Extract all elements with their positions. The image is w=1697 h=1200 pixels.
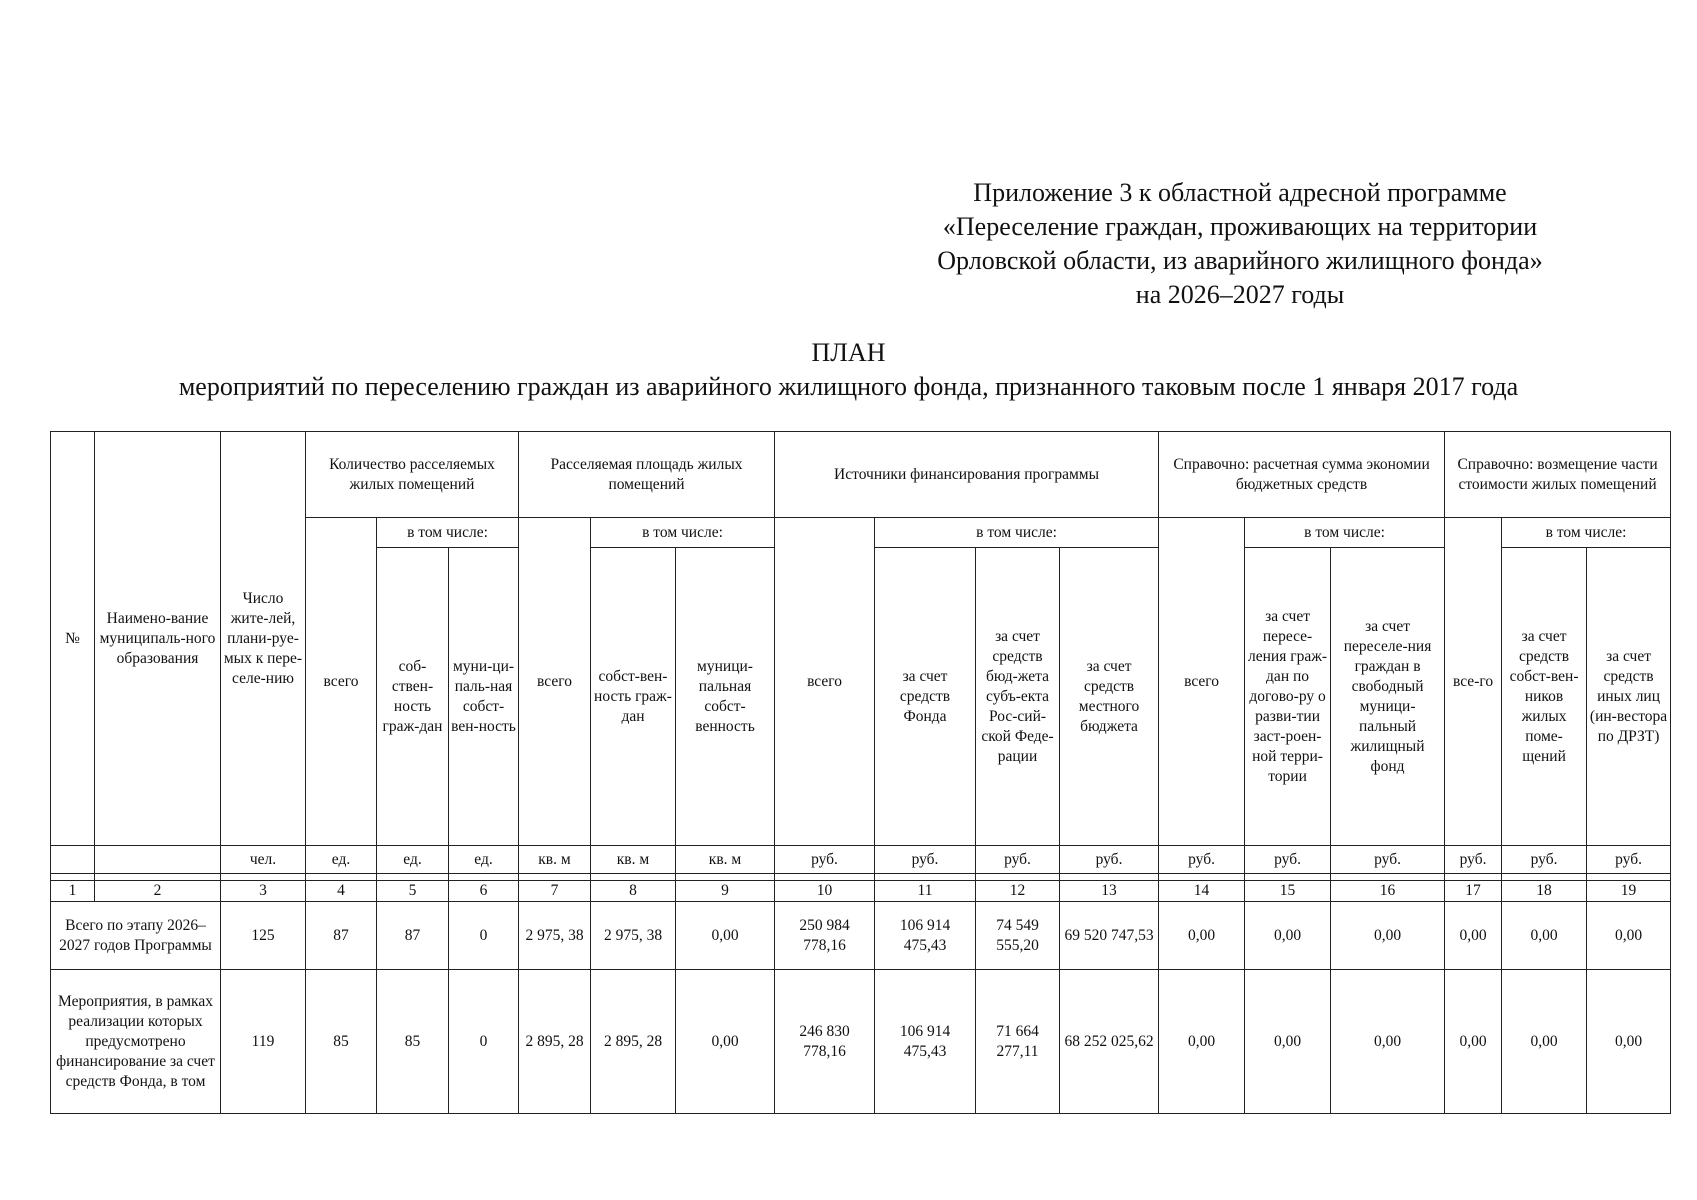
table-cell: 106 914 475,43 [875,902,976,970]
header-municipality: Наимено-вание муниципаль-ного образования [95,432,221,846]
header-rooms-citizens: соб-ствен-ность граж-дан [377,548,449,846]
column-number: 16 [1331,881,1445,902]
header-area-total: всего [519,518,591,846]
table-row [51,902,1671,970]
appendix-block [880,176,1600,312]
table-cell: 0,00 [1331,970,1445,1114]
appendix-line-4: на 2026–2027 годы [1135,280,1345,309]
unit-cell: руб. [1331,846,1445,874]
plan-title: ПЛАН [811,338,886,367]
table-cell: 106 914 475,43 [875,970,976,1114]
header-investor-funds: за счет средств иных лиц (ин-вестора по ДРЗТ) [1587,548,1671,846]
table-cell: 0 [449,902,519,970]
table-cell: 0,00 [1159,902,1245,970]
header-area-municipal: муници-пальная собст-венность [676,548,775,846]
column-number: 1 [51,881,95,902]
table-cell: 0,00 [1502,902,1587,970]
table-cell: 87 [306,902,377,970]
table-cell: 0,00 [1245,970,1331,1114]
column-number: 6 [449,881,519,902]
table-cell: 87 [377,902,449,970]
table-cell: 2 975, 38 [591,902,676,970]
header-rooms-municipal: муни-ци-паль-ная собст-вен-ность [449,548,519,846]
table-cell: 68 252 025,62 [1060,970,1159,1114]
column-number: 11 [875,881,976,902]
table-cell: 119 [221,970,306,1114]
unit-cell: руб. [775,846,875,874]
header-free-municipal-fund: за счет переселе-ния граждан в свободный муници-пальный жилищный фонд [1331,548,1445,846]
column-number: 2 [95,881,221,902]
unit-cell: кв. м [519,846,591,874]
column-number: 8 [591,881,676,902]
column-number: 7 [519,881,591,902]
unit-cell: ед. [449,846,519,874]
unit-cell: руб. [1587,846,1671,874]
table-cell: 0,00 [1245,902,1331,970]
unit-cell: кв. м [676,846,775,874]
table-cell: 74 549 555,20 [976,902,1060,970]
unit-cell [95,846,221,874]
table-cell: 0,00 [1587,970,1671,1114]
table-cell: 0,00 [676,902,775,970]
column-number: 4 [306,881,377,902]
table-cell: 2 895, 28 [591,970,676,1114]
incl-label-economy: в том числе: [1245,518,1445,548]
table-cell: 69 520 747,53 [1060,902,1159,970]
column-number: 9 [676,881,775,902]
header-development-agreement: за счет пересе-ления граж-дан по догово-ру о разви-тии заст-роен-ной терри-тории [1245,548,1331,846]
column-number: 19 [1587,881,1671,902]
header-area-citizens: собст-вен-ность граж-дан [591,548,676,846]
table-cell: 71 664 277,11 [976,970,1060,1114]
table-cell: 0 [449,970,519,1114]
table-cell: 2 975, 38 [519,902,591,970]
unit-cell: ед. [306,846,377,874]
table-cell: 0,00 [1445,902,1502,970]
group-area: Расселяемая площадь жилых помещений [519,432,775,518]
table-cell: 125 [221,902,306,970]
header-owners-funds: за счет средств собст-вен-ников жилых поме-щений [1502,548,1587,846]
header-regional-budget: за счет средств бюд-жета субъ-екта Рос-сий-ской Феде-рации [976,548,1060,846]
unit-cell: руб. [1245,846,1331,874]
plan-subtitle: мероприятий по переселению граждан из аварийного жилищного фонда, признанного таковым после 1 января 2017 года [178,372,1519,401]
header-fund: за счет средств Фонда [875,548,976,846]
table-cell: 0,00 [1502,970,1587,1114]
incl-label-rooms: в том числе: [377,518,519,548]
incl-label-area: в том числе: [591,518,775,548]
column-number: 17 [1445,881,1502,902]
group-economy: Справочно: расчетная сумма экономии бюджетных средств [1159,432,1445,518]
table-cell: 0,00 [1445,970,1502,1114]
header-rooms-total: всего [306,518,377,846]
unit-cell: ед. [377,846,449,874]
group-financing: Источники финансирования программы [775,432,1159,518]
table-cell: 0,00 [1159,970,1245,1114]
column-number: 3 [221,881,306,902]
group-compensation: Справочно: возмещение части стоимости жилых помещений [1445,432,1671,518]
table-cell: 85 [306,970,377,1114]
header-local-budget: за счет средств местного бюджета [1060,548,1159,846]
unit-cell: руб. [1502,846,1587,874]
unit-cell: руб. [1159,846,1245,874]
table-cell: 250 984 778,16 [775,902,875,970]
incl-label-financing: в том числе: [875,518,1159,548]
group-rooms: Количество расселяемых жилых помещений [306,432,519,518]
table-row [51,970,1671,1114]
header-economy-total: всего [1159,518,1245,846]
row-label: Всего по этапу 2026–2027 годов Программы [51,902,221,970]
appendix-line-2: «Переселение граждан, проживающих на территории [942,212,1538,241]
table-cell: 0,00 [1587,902,1671,970]
table-cell: 246 830 778,16 [775,970,875,1114]
unit-cell: руб. [875,846,976,874]
header-financing-total: всего [775,518,875,846]
table-cell: 0,00 [1331,902,1445,970]
header-residents: Число жите-лей, плани-руе-мых к пере-селе-нию [221,432,306,846]
column-number: 18 [1502,881,1587,902]
column-number: 14 [1159,881,1245,902]
unit-cell: руб. [1060,846,1159,874]
column-number: 15 [1245,881,1331,902]
table-cell: 0,00 [676,970,775,1114]
header-compensation-total: все-го [1445,518,1502,846]
column-number: 12 [976,881,1060,902]
table-cell: 85 [377,970,449,1114]
column-number: 10 [775,881,875,902]
appendix-line-3: Орловской области, из аварийного жилищного фонда» [937,246,1543,275]
unit-cell: руб. [1445,846,1502,874]
unit-cell: кв. м [591,846,676,874]
column-number: 5 [377,881,449,902]
column-numbers-row [51,881,1671,902]
column-number: 13 [1060,881,1159,902]
unit-cell: руб. [976,846,1060,874]
unit-cell: чел. [221,846,306,874]
unit-cell [51,846,95,874]
row-label: Мероприятия, в рамках реализации которых предусмотрено финансирование за счет средств Фонда, в том [51,970,221,1114]
plan-table [50,431,1671,1114]
incl-label-compensation: в том числе: [1502,518,1671,548]
header-number: № [51,432,95,846]
appendix-line-1: Приложение 3 к областной адресной программе [973,178,1507,207]
table-cell: 2 895, 28 [519,970,591,1114]
units-row [51,846,1671,874]
